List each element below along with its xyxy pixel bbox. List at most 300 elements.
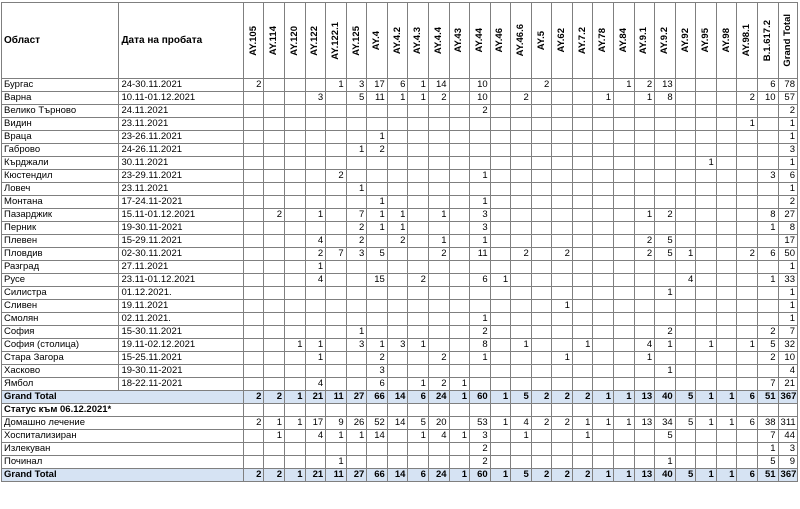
count-cell[interactable]: [593, 300, 614, 313]
count-cell[interactable]: [614, 313, 635, 326]
count-cell[interactable]: 1: [428, 235, 449, 248]
count-cell[interactable]: [696, 118, 717, 131]
count-cell[interactable]: [716, 430, 737, 443]
count-cell[interactable]: [675, 378, 696, 391]
empty-cell[interactable]: [696, 404, 717, 417]
count-cell[interactable]: [696, 378, 717, 391]
lineage-header[interactable]: [531, 3, 552, 79]
lineage-header[interactable]: [614, 3, 635, 79]
count-cell[interactable]: [408, 144, 429, 157]
total-cell[interactable]: 11: [326, 391, 347, 404]
count-cell[interactable]: [387, 196, 408, 209]
count-cell[interactable]: 2: [428, 92, 449, 105]
region-cell[interactable]: Габрово: [2, 144, 119, 157]
count-cell[interactable]: [696, 79, 717, 92]
count-cell[interactable]: [675, 131, 696, 144]
count-cell[interactable]: [449, 261, 470, 274]
count-cell[interactable]: [490, 209, 511, 222]
count-cell[interactable]: [243, 261, 264, 274]
count-cell[interactable]: [737, 300, 758, 313]
count-cell[interactable]: 1: [408, 378, 429, 391]
count-cell[interactable]: 2: [367, 144, 388, 157]
count-cell[interactable]: 2: [428, 352, 449, 365]
count-cell[interactable]: 1: [470, 170, 491, 183]
count-cell[interactable]: 1: [367, 339, 388, 352]
total-cell[interactable]: 2: [531, 391, 552, 404]
count-cell[interactable]: [367, 456, 388, 469]
count-cell[interactable]: [243, 456, 264, 469]
total-cell[interactable]: 51: [757, 391, 778, 404]
count-cell[interactable]: [572, 157, 593, 170]
count-cell[interactable]: [243, 183, 264, 196]
date-cell[interactable]: 23-26.11.2021: [119, 131, 243, 144]
count-cell[interactable]: [737, 105, 758, 118]
count-cell[interactable]: [428, 105, 449, 118]
count-cell[interactable]: 1: [655, 365, 676, 378]
count-cell[interactable]: [757, 131, 778, 144]
count-cell[interactable]: [634, 261, 655, 274]
count-cell[interactable]: [572, 365, 593, 378]
count-cell[interactable]: [449, 417, 470, 430]
count-cell[interactable]: [531, 131, 552, 144]
empty-cell[interactable]: [511, 404, 532, 417]
row-total-cell[interactable]: 7: [778, 326, 797, 339]
date-cell[interactable]: 10.11-01.12.2021: [119, 92, 243, 105]
count-cell[interactable]: 1: [449, 378, 470, 391]
date-cell[interactable]: 02-30.11.2021: [119, 248, 243, 261]
total-cell[interactable]: 14: [387, 391, 408, 404]
lineage-header[interactable]: [716, 3, 737, 79]
count-cell[interactable]: 4: [675, 274, 696, 287]
count-cell[interactable]: [675, 157, 696, 170]
count-cell[interactable]: [593, 326, 614, 339]
count-cell[interactable]: [285, 326, 306, 339]
count-cell[interactable]: [449, 352, 470, 365]
count-cell[interactable]: 2: [346, 235, 367, 248]
count-cell[interactable]: 1: [264, 430, 285, 443]
total-cell[interactable]: 6: [408, 469, 429, 482]
count-cell[interactable]: [305, 326, 326, 339]
count-cell[interactable]: [655, 443, 676, 456]
count-cell[interactable]: [655, 352, 676, 365]
count-cell[interactable]: [737, 326, 758, 339]
count-cell[interactable]: [614, 157, 635, 170]
count-cell[interactable]: [490, 443, 511, 456]
count-cell[interactable]: 5: [675, 417, 696, 430]
count-cell[interactable]: [716, 274, 737, 287]
empty-cell[interactable]: [285, 404, 306, 417]
count-cell[interactable]: [696, 222, 717, 235]
count-cell[interactable]: [470, 183, 491, 196]
count-cell[interactable]: [264, 235, 285, 248]
count-cell[interactable]: [243, 326, 264, 339]
count-cell[interactable]: [285, 456, 306, 469]
total-cell[interactable]: 5: [511, 391, 532, 404]
total-cell[interactable]: 2: [264, 469, 285, 482]
count-cell[interactable]: [326, 196, 347, 209]
total-cell[interactable]: 1: [696, 469, 717, 482]
count-cell[interactable]: [511, 131, 532, 144]
count-cell[interactable]: [634, 157, 655, 170]
count-cell[interactable]: 7: [757, 430, 778, 443]
count-cell[interactable]: [614, 339, 635, 352]
count-cell[interactable]: 3: [757, 170, 778, 183]
row-total-cell[interactable]: 1: [778, 183, 797, 196]
row-total-cell[interactable]: 1: [778, 313, 797, 326]
count-cell[interactable]: [387, 183, 408, 196]
count-cell[interactable]: [531, 313, 552, 326]
count-cell[interactable]: [655, 144, 676, 157]
count-cell[interactable]: [716, 196, 737, 209]
count-cell[interactable]: [552, 196, 573, 209]
count-cell[interactable]: [716, 235, 737, 248]
count-cell[interactable]: [326, 105, 347, 118]
count-cell[interactable]: 6: [757, 79, 778, 92]
count-cell[interactable]: [614, 274, 635, 287]
count-cell[interactable]: [634, 378, 655, 391]
count-cell[interactable]: [531, 352, 552, 365]
count-cell[interactable]: 14: [367, 430, 388, 443]
count-cell[interactable]: 1: [305, 339, 326, 352]
count-cell[interactable]: [614, 196, 635, 209]
lineage-header[interactable]: [593, 3, 614, 79]
row-total-cell[interactable]: 311: [778, 417, 797, 430]
count-cell[interactable]: 20: [428, 417, 449, 430]
count-cell[interactable]: [326, 326, 347, 339]
count-cell[interactable]: 1: [737, 118, 758, 131]
count-cell[interactable]: [428, 157, 449, 170]
total-cell[interactable]: 13: [634, 391, 655, 404]
empty-cell[interactable]: [757, 404, 778, 417]
count-cell[interactable]: [696, 274, 717, 287]
count-cell[interactable]: [243, 170, 264, 183]
count-cell[interactable]: [285, 105, 306, 118]
count-cell[interactable]: [264, 274, 285, 287]
row-total-cell[interactable]: 9: [778, 456, 797, 469]
count-cell[interactable]: [305, 196, 326, 209]
count-cell[interactable]: 1: [696, 157, 717, 170]
count-cell[interactable]: [346, 118, 367, 131]
count-cell[interactable]: 3: [346, 248, 367, 261]
row-total-cell[interactable]: 6: [778, 170, 797, 183]
count-cell[interactable]: 11: [367, 92, 388, 105]
count-cell[interactable]: 2: [511, 248, 532, 261]
count-cell[interactable]: 2: [264, 209, 285, 222]
total-cell[interactable]: 2: [531, 469, 552, 482]
count-cell[interactable]: [449, 235, 470, 248]
count-cell[interactable]: 3: [305, 92, 326, 105]
count-cell[interactable]: [531, 105, 552, 118]
count-cell[interactable]: [367, 183, 388, 196]
count-cell[interactable]: [614, 209, 635, 222]
empty-cell[interactable]: [408, 404, 429, 417]
count-cell[interactable]: [531, 339, 552, 352]
count-cell[interactable]: [285, 196, 306, 209]
count-cell[interactable]: [696, 235, 717, 248]
count-cell[interactable]: [285, 352, 306, 365]
count-cell[interactable]: [470, 131, 491, 144]
count-cell[interactable]: [449, 456, 470, 469]
count-cell[interactable]: 1: [696, 417, 717, 430]
count-cell[interactable]: [696, 300, 717, 313]
count-cell[interactable]: [428, 261, 449, 274]
date-cell[interactable]: 02.11.2021.: [119, 313, 243, 326]
count-cell[interactable]: [757, 300, 778, 313]
count-cell[interactable]: [552, 313, 573, 326]
count-cell[interactable]: [408, 105, 429, 118]
count-cell[interactable]: 1: [367, 131, 388, 144]
count-cell[interactable]: [614, 235, 635, 248]
count-cell[interactable]: [428, 443, 449, 456]
count-cell[interactable]: [634, 287, 655, 300]
count-cell[interactable]: 53: [470, 417, 491, 430]
count-cell[interactable]: 1: [757, 274, 778, 287]
row-total-cell[interactable]: 57: [778, 92, 797, 105]
count-cell[interactable]: [305, 105, 326, 118]
lineage-header[interactable]: [675, 3, 696, 79]
count-cell[interactable]: 1: [572, 430, 593, 443]
count-cell[interactable]: [593, 274, 614, 287]
count-cell[interactable]: 1: [757, 222, 778, 235]
total-cell[interactable]: 21: [305, 391, 326, 404]
count-cell[interactable]: 1: [408, 92, 429, 105]
count-cell[interactable]: [428, 274, 449, 287]
count-cell[interactable]: [428, 326, 449, 339]
total-cell[interactable]: 5: [675, 469, 696, 482]
count-cell[interactable]: [716, 157, 737, 170]
empty-cell[interactable]: [264, 404, 285, 417]
count-cell[interactable]: [285, 131, 306, 144]
count-cell[interactable]: [326, 352, 347, 365]
count-cell[interactable]: [387, 274, 408, 287]
count-cell[interactable]: [264, 183, 285, 196]
count-cell[interactable]: 38: [757, 417, 778, 430]
count-cell[interactable]: [305, 365, 326, 378]
count-cell[interactable]: [675, 261, 696, 274]
count-cell[interactable]: [305, 287, 326, 300]
count-cell[interactable]: [243, 92, 264, 105]
count-cell[interactable]: [696, 196, 717, 209]
row-total-cell[interactable]: 3: [778, 443, 797, 456]
row-total-cell[interactable]: 8: [778, 222, 797, 235]
count-cell[interactable]: [511, 274, 532, 287]
date-cell[interactable]: 24-30.11.2021: [119, 79, 243, 92]
count-cell[interactable]: [572, 378, 593, 391]
count-cell[interactable]: [737, 352, 758, 365]
count-cell[interactable]: 1: [367, 209, 388, 222]
lineage-header[interactable]: [387, 3, 408, 79]
count-cell[interactable]: [264, 313, 285, 326]
count-cell[interactable]: [490, 170, 511, 183]
count-cell[interactable]: [531, 378, 552, 391]
count-cell[interactable]: [243, 196, 264, 209]
count-cell[interactable]: [675, 326, 696, 339]
count-cell[interactable]: [305, 183, 326, 196]
count-cell[interactable]: 2: [552, 417, 573, 430]
count-cell[interactable]: [531, 261, 552, 274]
count-cell[interactable]: [305, 118, 326, 131]
row-total-cell[interactable]: 1: [778, 118, 797, 131]
region-cell[interactable]: София: [2, 326, 119, 339]
count-cell[interactable]: [285, 430, 306, 443]
count-cell[interactable]: [408, 209, 429, 222]
count-cell[interactable]: [716, 378, 737, 391]
count-cell[interactable]: [716, 456, 737, 469]
lineage-header[interactable]: [346, 3, 367, 79]
count-cell[interactable]: [264, 248, 285, 261]
empty-cell[interactable]: [593, 404, 614, 417]
count-cell[interactable]: [490, 365, 511, 378]
total-cell[interactable]: 66: [367, 391, 388, 404]
row-total-cell[interactable]: 1: [778, 287, 797, 300]
count-cell[interactable]: [470, 378, 491, 391]
count-cell[interactable]: [511, 235, 532, 248]
date-cell[interactable]: 23.11-01.12.2021: [119, 274, 243, 287]
count-cell[interactable]: 1: [305, 261, 326, 274]
count-cell[interactable]: [408, 443, 429, 456]
count-cell[interactable]: [572, 118, 593, 131]
count-cell[interactable]: 2: [737, 248, 758, 261]
empty-cell[interactable]: [490, 404, 511, 417]
row-total-cell[interactable]: 21: [778, 378, 797, 391]
count-cell[interactable]: [449, 313, 470, 326]
date-cell[interactable]: 27.11.2021: [119, 261, 243, 274]
count-cell[interactable]: 3: [470, 222, 491, 235]
count-cell[interactable]: [655, 274, 676, 287]
count-cell[interactable]: [737, 261, 758, 274]
count-cell[interactable]: [428, 313, 449, 326]
count-cell[interactable]: [696, 131, 717, 144]
count-cell[interactable]: [264, 352, 285, 365]
total-cell[interactable]: 1: [285, 469, 306, 482]
count-cell[interactable]: [531, 456, 552, 469]
date-cell[interactable]: 19.11-02.12.2021: [119, 339, 243, 352]
count-cell[interactable]: 2: [655, 326, 676, 339]
count-cell[interactable]: [326, 261, 347, 274]
count-cell[interactable]: [470, 118, 491, 131]
count-cell[interactable]: [593, 456, 614, 469]
count-cell[interactable]: [655, 118, 676, 131]
count-cell[interactable]: 1: [470, 235, 491, 248]
count-cell[interactable]: [490, 131, 511, 144]
empty-cell[interactable]: [449, 404, 470, 417]
count-cell[interactable]: [285, 274, 306, 287]
total-cell[interactable]: 1: [490, 469, 511, 482]
count-cell[interactable]: [470, 287, 491, 300]
count-cell[interactable]: [285, 157, 306, 170]
count-cell[interactable]: [285, 443, 306, 456]
count-cell[interactable]: [737, 235, 758, 248]
count-cell[interactable]: [490, 261, 511, 274]
count-cell[interactable]: [387, 430, 408, 443]
count-cell[interactable]: [531, 287, 552, 300]
count-cell[interactable]: [387, 105, 408, 118]
count-cell[interactable]: [593, 365, 614, 378]
lineage-header[interactable]: [367, 3, 388, 79]
empty-cell[interactable]: [367, 404, 388, 417]
count-cell[interactable]: [531, 365, 552, 378]
count-cell[interactable]: [367, 157, 388, 170]
count-cell[interactable]: [346, 274, 367, 287]
count-cell[interactable]: [572, 196, 593, 209]
count-cell[interactable]: [326, 365, 347, 378]
count-cell[interactable]: 1: [387, 209, 408, 222]
count-cell[interactable]: [305, 131, 326, 144]
row-total-cell[interactable]: 17: [778, 235, 797, 248]
count-cell[interactable]: 5: [655, 430, 676, 443]
count-cell[interactable]: [449, 326, 470, 339]
row-total-cell[interactable]: 2: [778, 105, 797, 118]
count-cell[interactable]: 8: [470, 339, 491, 352]
count-cell[interactable]: [367, 326, 388, 339]
row-total-cell[interactable]: 2: [778, 196, 797, 209]
count-cell[interactable]: [408, 131, 429, 144]
count-cell[interactable]: [490, 118, 511, 131]
lineage-header[interactable]: [511, 3, 532, 79]
count-cell[interactable]: [490, 287, 511, 300]
count-cell[interactable]: 10: [757, 92, 778, 105]
count-cell[interactable]: [675, 209, 696, 222]
count-cell[interactable]: 2: [757, 326, 778, 339]
count-cell[interactable]: [634, 196, 655, 209]
count-cell[interactable]: [634, 170, 655, 183]
count-cell[interactable]: [490, 222, 511, 235]
count-cell[interactable]: [655, 105, 676, 118]
count-cell[interactable]: 4: [305, 235, 326, 248]
count-cell[interactable]: [264, 326, 285, 339]
count-cell[interactable]: [346, 157, 367, 170]
count-cell[interactable]: 14: [387, 417, 408, 430]
count-cell[interactable]: [572, 92, 593, 105]
count-cell[interactable]: [305, 456, 326, 469]
count-cell[interactable]: [387, 326, 408, 339]
count-cell[interactable]: [428, 339, 449, 352]
count-cell[interactable]: [572, 105, 593, 118]
count-cell[interactable]: [449, 274, 470, 287]
region-cell[interactable]: Кюстендил: [2, 170, 119, 183]
count-cell[interactable]: 1: [305, 352, 326, 365]
count-cell[interactable]: [757, 157, 778, 170]
count-cell[interactable]: 5: [408, 417, 429, 430]
count-cell[interactable]: 1: [470, 196, 491, 209]
count-cell[interactable]: [511, 209, 532, 222]
count-cell[interactable]: 5: [367, 248, 388, 261]
count-cell[interactable]: [552, 170, 573, 183]
count-cell[interactable]: [614, 118, 635, 131]
count-cell[interactable]: [243, 144, 264, 157]
count-cell[interactable]: [264, 261, 285, 274]
count-cell[interactable]: [552, 235, 573, 248]
count-cell[interactable]: [387, 118, 408, 131]
count-cell[interactable]: 1: [428, 209, 449, 222]
count-cell[interactable]: [614, 248, 635, 261]
total-cell[interactable]: 1: [716, 391, 737, 404]
count-cell[interactable]: [511, 157, 532, 170]
region-cell[interactable]: Разград: [2, 261, 119, 274]
count-cell[interactable]: [737, 222, 758, 235]
count-cell[interactable]: [449, 300, 470, 313]
count-cell[interactable]: [264, 378, 285, 391]
count-cell[interactable]: 5: [655, 248, 676, 261]
count-cell[interactable]: [614, 443, 635, 456]
count-cell[interactable]: [264, 300, 285, 313]
count-cell[interactable]: [346, 456, 367, 469]
count-cell[interactable]: [490, 456, 511, 469]
count-cell[interactable]: 1: [408, 430, 429, 443]
count-cell[interactable]: [326, 157, 347, 170]
count-cell[interactable]: [367, 235, 388, 248]
count-cell[interactable]: [326, 209, 347, 222]
